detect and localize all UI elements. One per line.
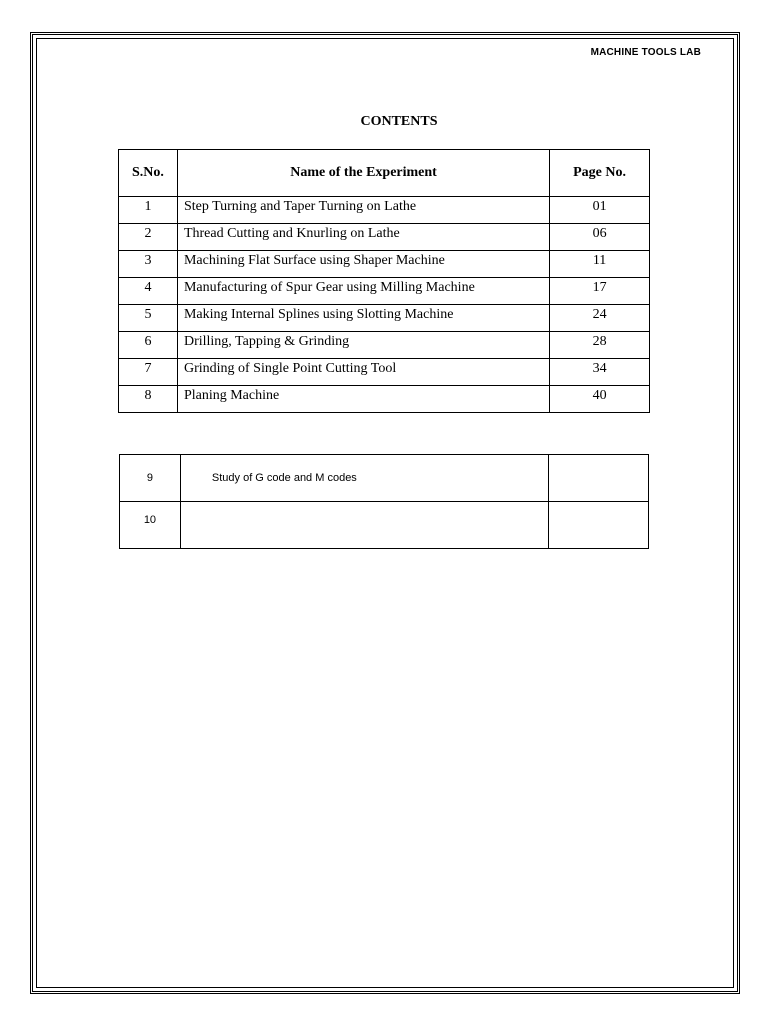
row-name: Study of G code and M codes [180,455,548,502]
row-sno: 6 [119,332,178,359]
header-sno: S.No. [119,150,178,197]
row-sno: 8 [119,386,178,413]
row-page: 24 [550,305,650,332]
table-row [119,386,650,413]
row-name: Step Turning and Taper Turning on Lathe [177,197,549,224]
row-sno: 9 [120,455,181,502]
header-name: Name of the Experiment [177,150,549,197]
row-page: 11 [550,251,650,278]
header-page: Page No. [550,150,650,197]
row-page [549,502,649,549]
row-name: Machining Flat Surface using Shaper Machine [177,251,549,278]
table-row [119,197,650,224]
table-row [119,359,650,386]
row-name: Thread Cutting and Knurling on Lathe [177,224,549,251]
row-name: Making Internal Splines using Slotting Machine [177,305,549,332]
row-name [180,502,548,549]
table-row [119,278,650,305]
table-row [119,251,650,278]
row-page: 34 [550,359,650,386]
row-page [549,455,649,502]
row-sno: 4 [119,278,178,305]
row-sno: 1 [119,197,178,224]
table-row [120,502,649,549]
row-sno: 10 [120,502,181,549]
row-name: Grinding of Single Point Cutting Tool [177,359,549,386]
table-row [119,332,650,359]
row-sno: 3 [119,251,178,278]
row-sno: 7 [119,359,178,386]
additional-experiments-table [119,454,649,549]
row-sno: 2 [119,224,178,251]
row-page: 28 [550,332,650,359]
table-row [120,455,649,502]
row-page: 01 [550,197,650,224]
page-title: CONTENTS [360,114,438,129]
row-sno: 5 [119,305,178,332]
table-header-row [119,150,650,197]
row-page: 17 [550,278,650,305]
lab-header: MACHINE TOOLS LAB [590,47,701,58]
row-name: Planing Machine [177,386,549,413]
contents-table [118,149,650,413]
table-row [119,224,650,251]
row-page: 40 [550,386,650,413]
row-page: 06 [550,224,650,251]
row-name: Drilling, Tapping & Grinding [177,332,549,359]
row-name: Manufacturing of Spur Gear using Milling Machine [177,278,549,305]
table-row [119,305,650,332]
